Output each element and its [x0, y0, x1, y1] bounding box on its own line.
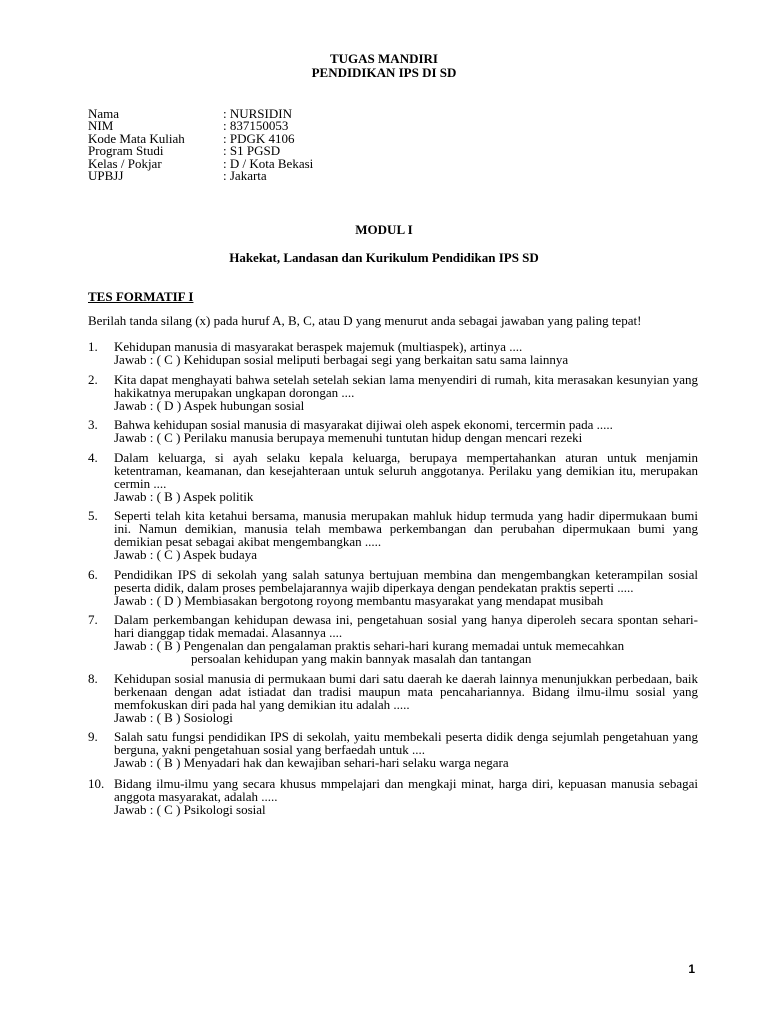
module-subtitle: Hakekat, Landasan dan Kurikulum Pendidikan IPS SD: [229, 250, 539, 265]
question-text: Dalam keluarga, si ayah selaku kepala keluarga, berupaya mempertahankan aturan untuk menjamin ketentraman, keamanan, dan kesejahteraan untuk seluruh anggotanya. Perilaku yang demikian itu, merupakan cermin ....: [114, 450, 698, 491]
question-number: 4.: [88, 450, 98, 465]
info-value: : D / Kota Bekasi: [223, 155, 314, 171]
info-row-upbjj: [88, 167, 313, 183]
info-key: Program Studi: [88, 143, 164, 159]
info-value: : Jakarta: [223, 167, 267, 183]
question-item: [88, 777, 698, 816]
document-title: TUGAS MANDIRI: [330, 51, 438, 66]
question-item: [88, 730, 698, 769]
question-number: 7.: [88, 612, 98, 627]
page-number: 1: [688, 962, 695, 976]
question-item: [88, 373, 698, 412]
question-number: 6.: [88, 567, 98, 582]
question-text: Kehidupan manusia di masyarakat beraspek majemuk (multiaspek), artinya ....: [114, 339, 523, 354]
question-item: [88, 340, 698, 366]
info-value: : 837150053: [223, 118, 289, 134]
answer-text: Jawab : ( D ) Aspek hubungan sosial: [114, 398, 305, 413]
info-key: NIM: [88, 118, 114, 134]
question-number: 3.: [88, 417, 98, 432]
info-value: : PDGK 4106: [223, 130, 295, 146]
question-item: [88, 509, 698, 561]
instruction-text: Berilah tanda silang (x) pada huruf A, B, C, atau D yang menurut anda sebagai jawaban yang paling tepat!: [88, 313, 642, 328]
answer-text: Jawab : ( C ) Psikologi sosial: [114, 802, 266, 817]
answer-text: Jawab : ( B ) Aspek politik: [114, 489, 254, 504]
question-text: Kita dapat menghayati bahwa setelah setelah sekian lama menyendiri di rumah, kita merasakan kesunyian yang hakikatnya merupakan ungkapan dorongan ....: [114, 372, 698, 400]
question-item: [88, 672, 698, 724]
question-number: 9.: [88, 729, 98, 744]
section-heading: TES FORMATIF I: [88, 289, 194, 304]
question-number: 5.: [88, 508, 98, 523]
info-key: Kode Mata Kuliah: [88, 130, 185, 146]
answer-text-continued: persoalan kehidupan yang makin bannyak masalah dan tantangan: [191, 651, 532, 666]
question-number: 1.: [88, 339, 98, 354]
info-key: Kelas / Pokjar: [88, 155, 162, 171]
answer-text: Jawab : ( C ) Perilaku manusia berupaya memenuhi tuntutan hidup dengan mencari rezeki: [114, 430, 583, 445]
question-number: 10.: [88, 776, 105, 791]
answer-text: Jawab : ( B ) Menyadari hak dan kewajiban sehari-hari selaku warga negara: [114, 755, 509, 770]
student-info: [88, 108, 313, 182]
info-value: : NURSIDIN: [223, 106, 292, 121]
answer-text: Jawab : ( B ) Sosiologi: [114, 710, 233, 725]
question-text: Dalam perkembangan kehidupan dewasa ini, pengetahuan sosial yang hanya diperoleh secara spontan sehari-hari dianggap tidak memadai. Alasannya ....: [114, 612, 698, 640]
answer-text: Jawab : ( C ) Kehidupan sosial meliputi berbagai segi yang berkaitan satu sama lainnya: [114, 352, 569, 367]
question-item: [88, 418, 698, 444]
info-key: UPBJJ: [88, 167, 124, 183]
question-number: 2.: [88, 372, 98, 387]
question-item: [88, 613, 698, 665]
module-heading: MODUL I: [355, 222, 413, 237]
answer-text: Jawab : ( C ) Aspek budaya: [114, 547, 257, 562]
answer-text: Jawab : ( D ) Membiasakan bergotong royong membantu masyarakat yang mendapat musibah: [114, 593, 604, 608]
question-number: 8.: [88, 671, 98, 686]
question-text: Bidang ilmu-ilmu yang secara khusus mmpelajari dan mengkaji minat, harga diri, kepuasan manusia sebagai anggota masyarakat, adalah .....: [114, 776, 698, 804]
info-key: Nama: [88, 106, 120, 121]
question-item: [88, 451, 698, 503]
question-item: [88, 568, 698, 607]
question-text: Seperti telah kita ketahui bersama, manusia merupakan mahluk hidup termuda yang hadir dipermukaan bumi ini. Namun demikian, manusia telah membawa perkembangan dan perubahan dipermukaan bumi yang demikian pesat sebagai akibat mengembangkan .....: [114, 508, 698, 549]
question-text: Salah satu fungsi pendidikan IPS di sekolah, yaitu membekali peserta didik denga sejumlah pengetahuan yang berguna, yakni pengetahuan sosial yang berfaedah untuk ....: [114, 729, 698, 757]
answer-text: Jawab : ( B ) Pengenalan dan pengalaman praktis sehari-hari kurang memadai untuk memecahkan: [114, 638, 625, 653]
question-text: Kehidupan sosial manusia di permukaan bumi dari satu daerah ke daerah lainnya menunjukkan perbedaan, baik berkenaan dengan adat istiadat dan tradisi maupun mata pencahariannya. Bidang ilmu-ilmu sosial yang memfokuskan diri pada hal yang demikian itu adalah .....: [114, 671, 698, 712]
info-value: : S1 PGSD: [223, 143, 281, 159]
document-subtitle: PENDIDIKAN IPS DI SD: [311, 65, 457, 80]
question-text: Pendidikan IPS di sekolah yang salah satunya bertujuan membina dan mengembangkan keterampilan sosial peserta didik, dalam proses pembelajarannya wajib diperkaya dengan pendekatan praktis seperti .....: [114, 567, 698, 595]
question-text: Bahwa kehidupan sosial manusia di masyarakat dijiwai oleh aspek ekonomi, tercermin pada .....: [114, 417, 613, 432]
